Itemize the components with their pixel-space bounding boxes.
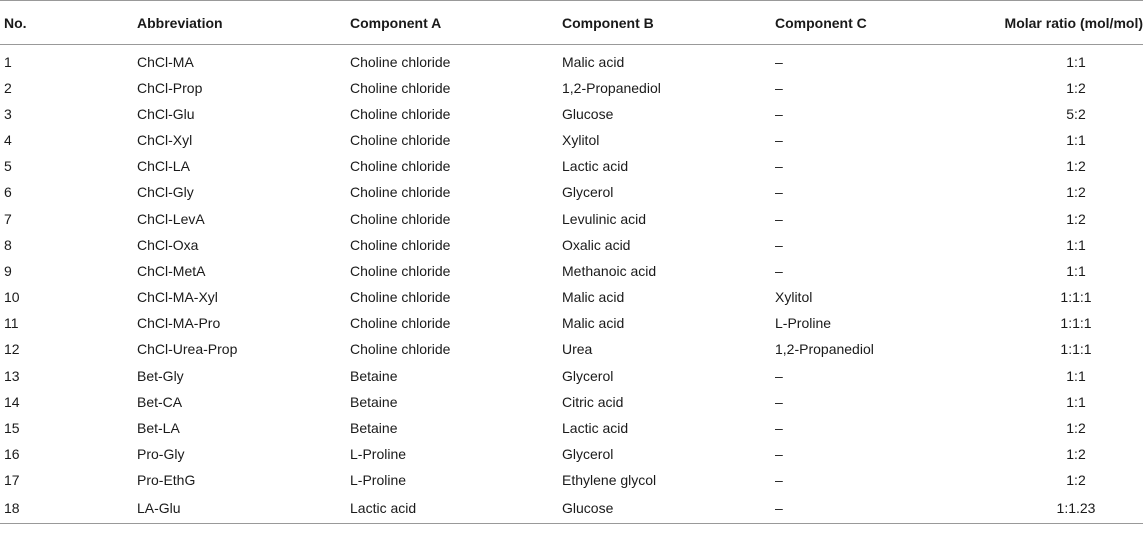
cell-component-c: – xyxy=(775,262,783,279)
cell-component-a: Betaine xyxy=(350,367,398,384)
cell-component-c: – xyxy=(775,446,783,463)
cell-no: 6 xyxy=(4,184,12,201)
cell-component-c: – xyxy=(775,105,783,122)
cell-no: 8 xyxy=(4,236,12,253)
cell-component-a: Choline chloride xyxy=(350,53,451,70)
table-row xyxy=(0,75,1143,101)
header-abbreviation: Abbreviation xyxy=(137,1,350,45)
table-header xyxy=(0,1,1143,45)
cell-component-a: Choline chloride xyxy=(350,79,451,96)
cell-molar-ratio: 1:1:1 xyxy=(1060,341,1092,358)
cell-component-a: Choline chloride xyxy=(350,158,451,175)
cell-component-b: Glycerol xyxy=(562,446,614,463)
cell-component-a: Choline chloride xyxy=(350,236,451,253)
cell-component-c: – xyxy=(775,420,783,437)
cell-no: 1 xyxy=(4,53,12,70)
cell-abbreviation: ChCl-Urea-Prop xyxy=(137,341,238,358)
cell-component-b: Oxalic acid xyxy=(562,236,631,253)
cell-molar-ratio: 1:1 xyxy=(1066,393,1086,410)
table-row xyxy=(0,153,1143,179)
cell-molar-ratio: 1:2 xyxy=(1066,210,1086,227)
cell-abbreviation: ChCl-LA xyxy=(137,158,190,175)
table-row xyxy=(0,415,1143,441)
cell-component-b: Malic acid xyxy=(562,289,625,306)
cell-abbreviation: Bet-CA xyxy=(137,393,183,410)
cell-component-c: – xyxy=(775,494,949,524)
cell-abbreviation: ChCl-MA-Pro xyxy=(137,315,221,332)
table-row xyxy=(0,45,1143,75)
cell-component-c: – xyxy=(775,393,783,410)
cell-component-b: Malic acid xyxy=(562,315,625,332)
table-row xyxy=(0,363,1143,389)
table-row xyxy=(0,284,1143,310)
cell-abbreviation: ChCl-Glu xyxy=(137,105,195,122)
table-row xyxy=(0,467,1143,493)
table-row xyxy=(0,232,1143,258)
cell-component-a: Choline chloride xyxy=(350,315,451,332)
cell-molar-ratio: 1:1.23 xyxy=(949,494,1143,524)
cell-molar-ratio: 1:2 xyxy=(1066,184,1086,201)
cell-component-c: L-Proline xyxy=(775,315,832,332)
cell-component-a: Choline chloride xyxy=(350,210,451,227)
cell-molar-ratio: 1:1:1 xyxy=(1060,315,1092,332)
cell-component-c: – xyxy=(775,158,783,175)
cell-molar-ratio: 1:1 xyxy=(1066,367,1086,384)
cell-component-b: Lactic acid xyxy=(562,158,629,175)
table-row xyxy=(0,389,1143,415)
cell-component-a: Choline chloride xyxy=(350,289,451,306)
cell-component-c: 1,2-Propanediol xyxy=(775,341,874,358)
cell-no: 9 xyxy=(4,262,12,279)
cell-no: 4 xyxy=(4,131,12,148)
cell-no: 13 xyxy=(4,367,20,384)
cell-component-b: 1,2-Propanediol xyxy=(562,79,661,96)
cell-component-c: – xyxy=(775,367,783,384)
cell-component-c: – xyxy=(775,184,783,201)
table-body xyxy=(0,45,1143,524)
header-component-b: Component B xyxy=(562,1,775,45)
header-molar-ratio: Molar ratio (mol/mol) xyxy=(949,1,1143,45)
cell-abbreviation: ChCl-MA-Xyl xyxy=(137,289,218,306)
cell-component-b: Urea xyxy=(562,341,593,358)
table-row xyxy=(0,310,1143,336)
cell-no: 10 xyxy=(4,289,20,306)
cell-molar-ratio: 1:1 xyxy=(1066,131,1086,148)
cell-no: 3 xyxy=(4,105,12,122)
header-no: No. xyxy=(0,1,137,45)
cell-no: 2 xyxy=(4,79,12,96)
cell-no: 14 xyxy=(4,393,20,410)
table-row xyxy=(0,101,1143,127)
cell-molar-ratio: 1:1 xyxy=(1066,53,1086,70)
cell-component-b: Levulinic acid xyxy=(562,210,647,227)
cell-molar-ratio: 1:2 xyxy=(1066,420,1086,437)
table-row xyxy=(0,494,1143,524)
cell-molar-ratio: 1:2 xyxy=(1066,158,1086,175)
cell-component-c: – xyxy=(775,131,783,148)
cell-no: 12 xyxy=(4,341,20,358)
cell-abbreviation: ChCl-MA xyxy=(137,53,194,70)
cell-molar-ratio: 1:1 xyxy=(1066,236,1086,253)
cell-component-b: Glucose xyxy=(562,105,614,122)
table-row xyxy=(0,441,1143,467)
cell-component-a: Choline chloride xyxy=(350,184,451,201)
table-row xyxy=(0,336,1143,362)
cell-no: 18 xyxy=(0,494,137,524)
cell-component-b: Glucose xyxy=(562,494,775,524)
cell-component-c: – xyxy=(775,53,783,70)
cell-abbreviation: ChCl-MetA xyxy=(137,262,206,279)
cell-abbreviation: Pro-Gly xyxy=(137,446,185,463)
table-row xyxy=(0,179,1143,205)
cell-component-a: Choline chloride xyxy=(350,131,451,148)
cell-component-b: Xylitol xyxy=(562,131,600,148)
cell-molar-ratio: 1:2 xyxy=(1066,472,1086,489)
cell-component-b: Glycerol xyxy=(562,184,614,201)
cell-component-c: – xyxy=(775,236,783,253)
table-row xyxy=(0,127,1143,153)
table-row xyxy=(0,205,1143,231)
cell-abbreviation: ChCl-Gly xyxy=(137,184,194,201)
header-component-a: Component A xyxy=(350,1,562,45)
cell-no: 11 xyxy=(4,315,19,332)
cell-abbreviation: ChCl-Xyl xyxy=(137,131,193,148)
cell-molar-ratio: 1:1:1 xyxy=(1060,289,1092,306)
cell-component-a: Choline chloride xyxy=(350,105,451,122)
cell-molar-ratio: 1:2 xyxy=(1066,79,1086,96)
cell-abbreviation: LA-Glu xyxy=(137,494,350,524)
cell-component-b: Malic acid xyxy=(562,53,625,70)
cell-component-a: Choline chloride xyxy=(350,262,451,279)
cell-abbreviation: ChCl-Oxa xyxy=(137,236,199,253)
cell-component-c: – xyxy=(775,210,783,227)
cell-component-a: Betaine xyxy=(350,393,398,410)
cell-abbreviation: Pro-EthG xyxy=(137,472,196,489)
cell-component-b: Lactic acid xyxy=(562,420,629,437)
cell-component-b: Citric acid xyxy=(562,393,624,410)
cell-component-b: Ethylene glycol xyxy=(562,472,657,489)
cell-component-b: Glycerol xyxy=(562,367,614,384)
cell-component-c: Xylitol xyxy=(775,289,813,306)
table-row xyxy=(0,258,1143,284)
cell-abbreviation: ChCl-LevA xyxy=(137,210,205,227)
cell-component-a: Lactic acid xyxy=(350,494,562,524)
cell-molar-ratio: 1:2 xyxy=(1066,446,1086,463)
cell-no: 5 xyxy=(4,158,12,175)
cell-component-a: Choline chloride xyxy=(350,341,451,358)
cell-component-c: – xyxy=(775,79,783,96)
cell-component-c: – xyxy=(775,472,783,489)
cell-component-a: L-Proline xyxy=(350,472,407,489)
cell-molar-ratio: 1:1 xyxy=(1066,262,1086,279)
cell-molar-ratio: 5:2 xyxy=(1066,105,1086,122)
cell-no: 17 xyxy=(4,472,20,489)
cell-component-a: L-Proline xyxy=(350,446,407,463)
header-component-c: Component C xyxy=(775,1,949,45)
cell-abbreviation: Bet-LA xyxy=(137,420,180,437)
cell-component-b: Methanoic acid xyxy=(562,262,657,279)
cell-component-a: Betaine xyxy=(350,420,398,437)
cell-no: 7 xyxy=(4,210,12,227)
header-row xyxy=(0,1,1143,45)
cell-abbreviation: Bet-Gly xyxy=(137,367,184,384)
cell-no: 15 xyxy=(4,420,20,437)
cell-abbreviation: ChCl-Prop xyxy=(137,79,203,96)
cell-no: 16 xyxy=(4,446,20,463)
